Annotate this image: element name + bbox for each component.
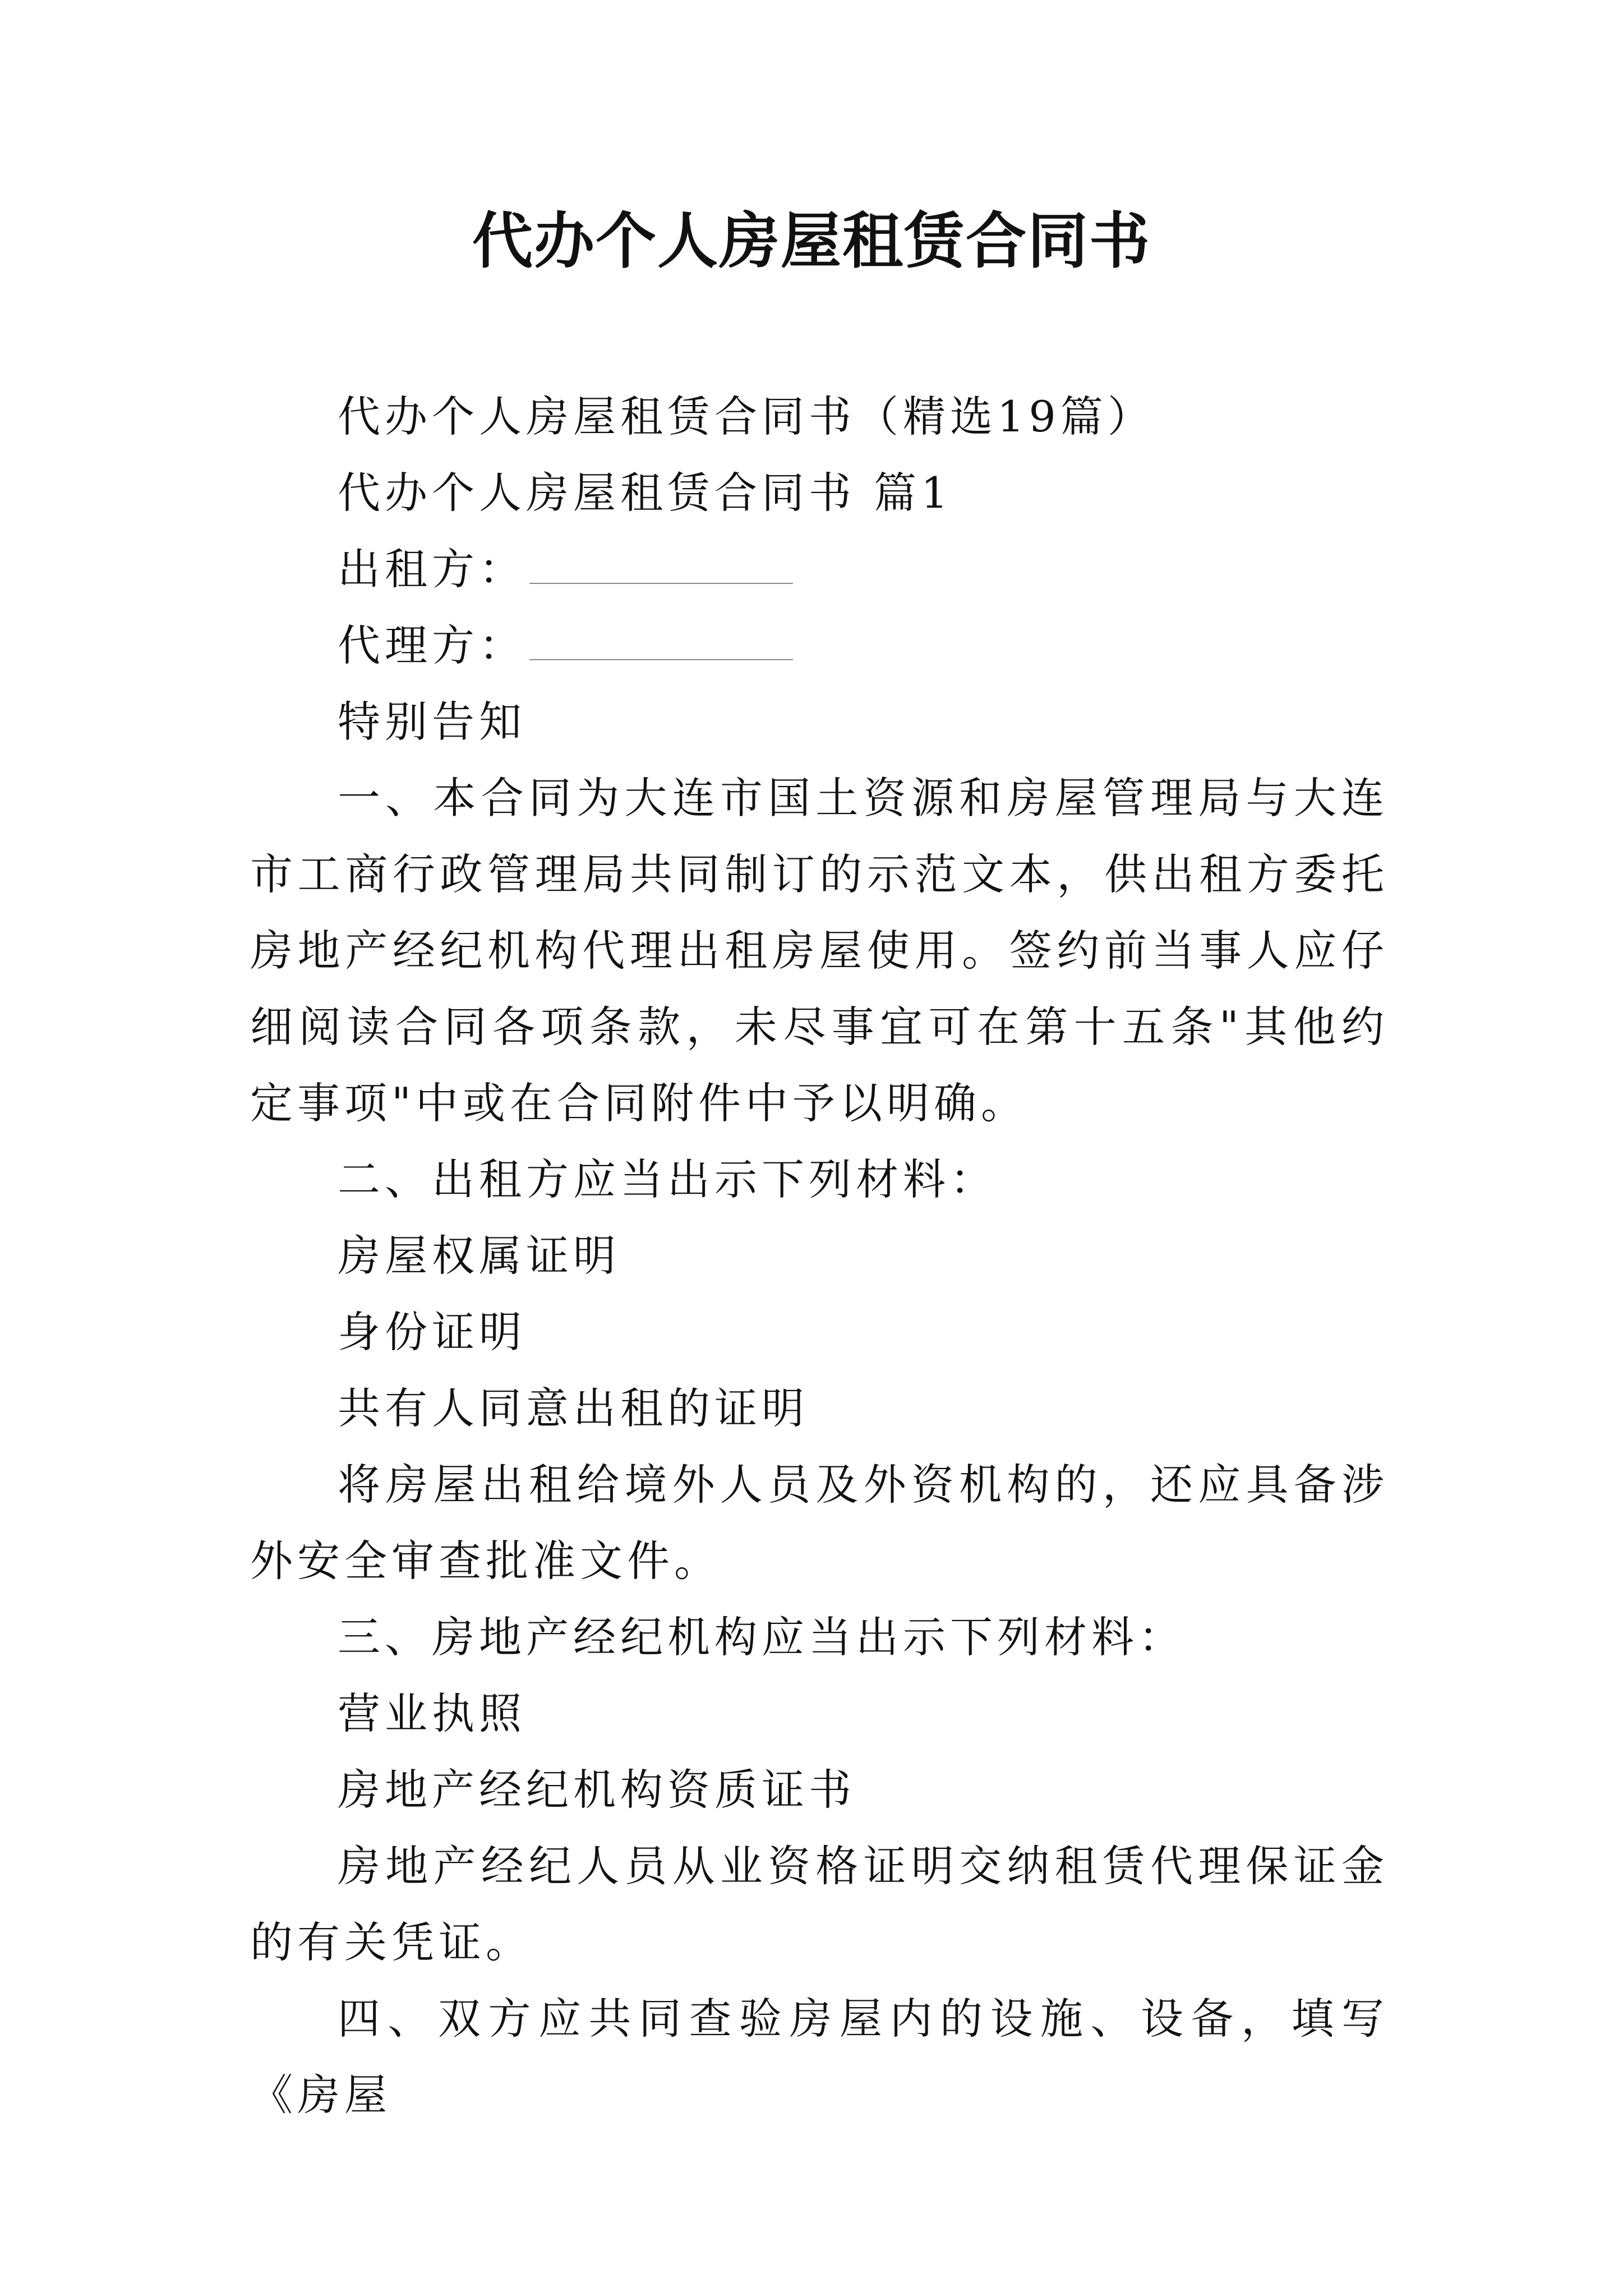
paragraph-3-item-2: 房地产经纪机构资质证书 xyxy=(338,1765,856,1815)
paragraph-2: 二、出租方应当出示下列材料： xyxy=(338,1154,997,1204)
document-title: 代办个人房屋租赁合同书 xyxy=(472,206,1151,277)
document-body xyxy=(250,379,1389,2133)
lessor-blank-line xyxy=(529,544,793,584)
lessor-field-row xyxy=(250,531,1389,608)
paragraph-3-item-1: 营业执照 xyxy=(338,1688,526,1738)
agent-label: 代理方： xyxy=(338,620,526,670)
paragraph-2-item-1: 房屋权属证明 xyxy=(338,1231,620,1281)
lessor-label: 出租方： xyxy=(338,544,526,594)
paragraph-4: 四、双方应共同查验房屋内的设施、设备，填写《房屋 xyxy=(250,1994,1389,2120)
agent-blank-line xyxy=(529,620,793,660)
notice-heading: 特别告知 xyxy=(338,697,526,747)
paragraph-2-item-3: 共有人同意出租的证明 xyxy=(338,1383,809,1433)
paragraph-1: 一、本合同为大连市国土资源和房屋管理局与大连市工商行政管理局共同制订的示范文本，供出租方委托房地产经纪机构代理出租房屋使用。签约前当事人应仔细阅读合同各项条款，未尽事宜可在第十五条"其他约定事项"中或在合同附件中予以明确。 xyxy=(250,773,1389,1128)
paragraph-2-item-2: 身份证明 xyxy=(338,1307,526,1357)
paragraph-3-item-3: 房地产经纪人员从业资格证明交纳租赁代理保证金的有关凭证。 xyxy=(250,1841,1389,1967)
agent-field-row xyxy=(250,608,1389,684)
paragraph-2-item-4: 将房屋出租给境外人员及外资机构的，还应具备涉外安全审查批准文件。 xyxy=(250,1460,1389,1586)
paragraph-3: 三、房地产经纪机构应当出示下列材料： xyxy=(338,1612,1186,1662)
document-subtitle: 代办个人房屋租赁合同书（精选19篇） xyxy=(338,392,1155,441)
section-heading: 代办个人房屋租赁合同书 篇1 xyxy=(338,468,953,518)
